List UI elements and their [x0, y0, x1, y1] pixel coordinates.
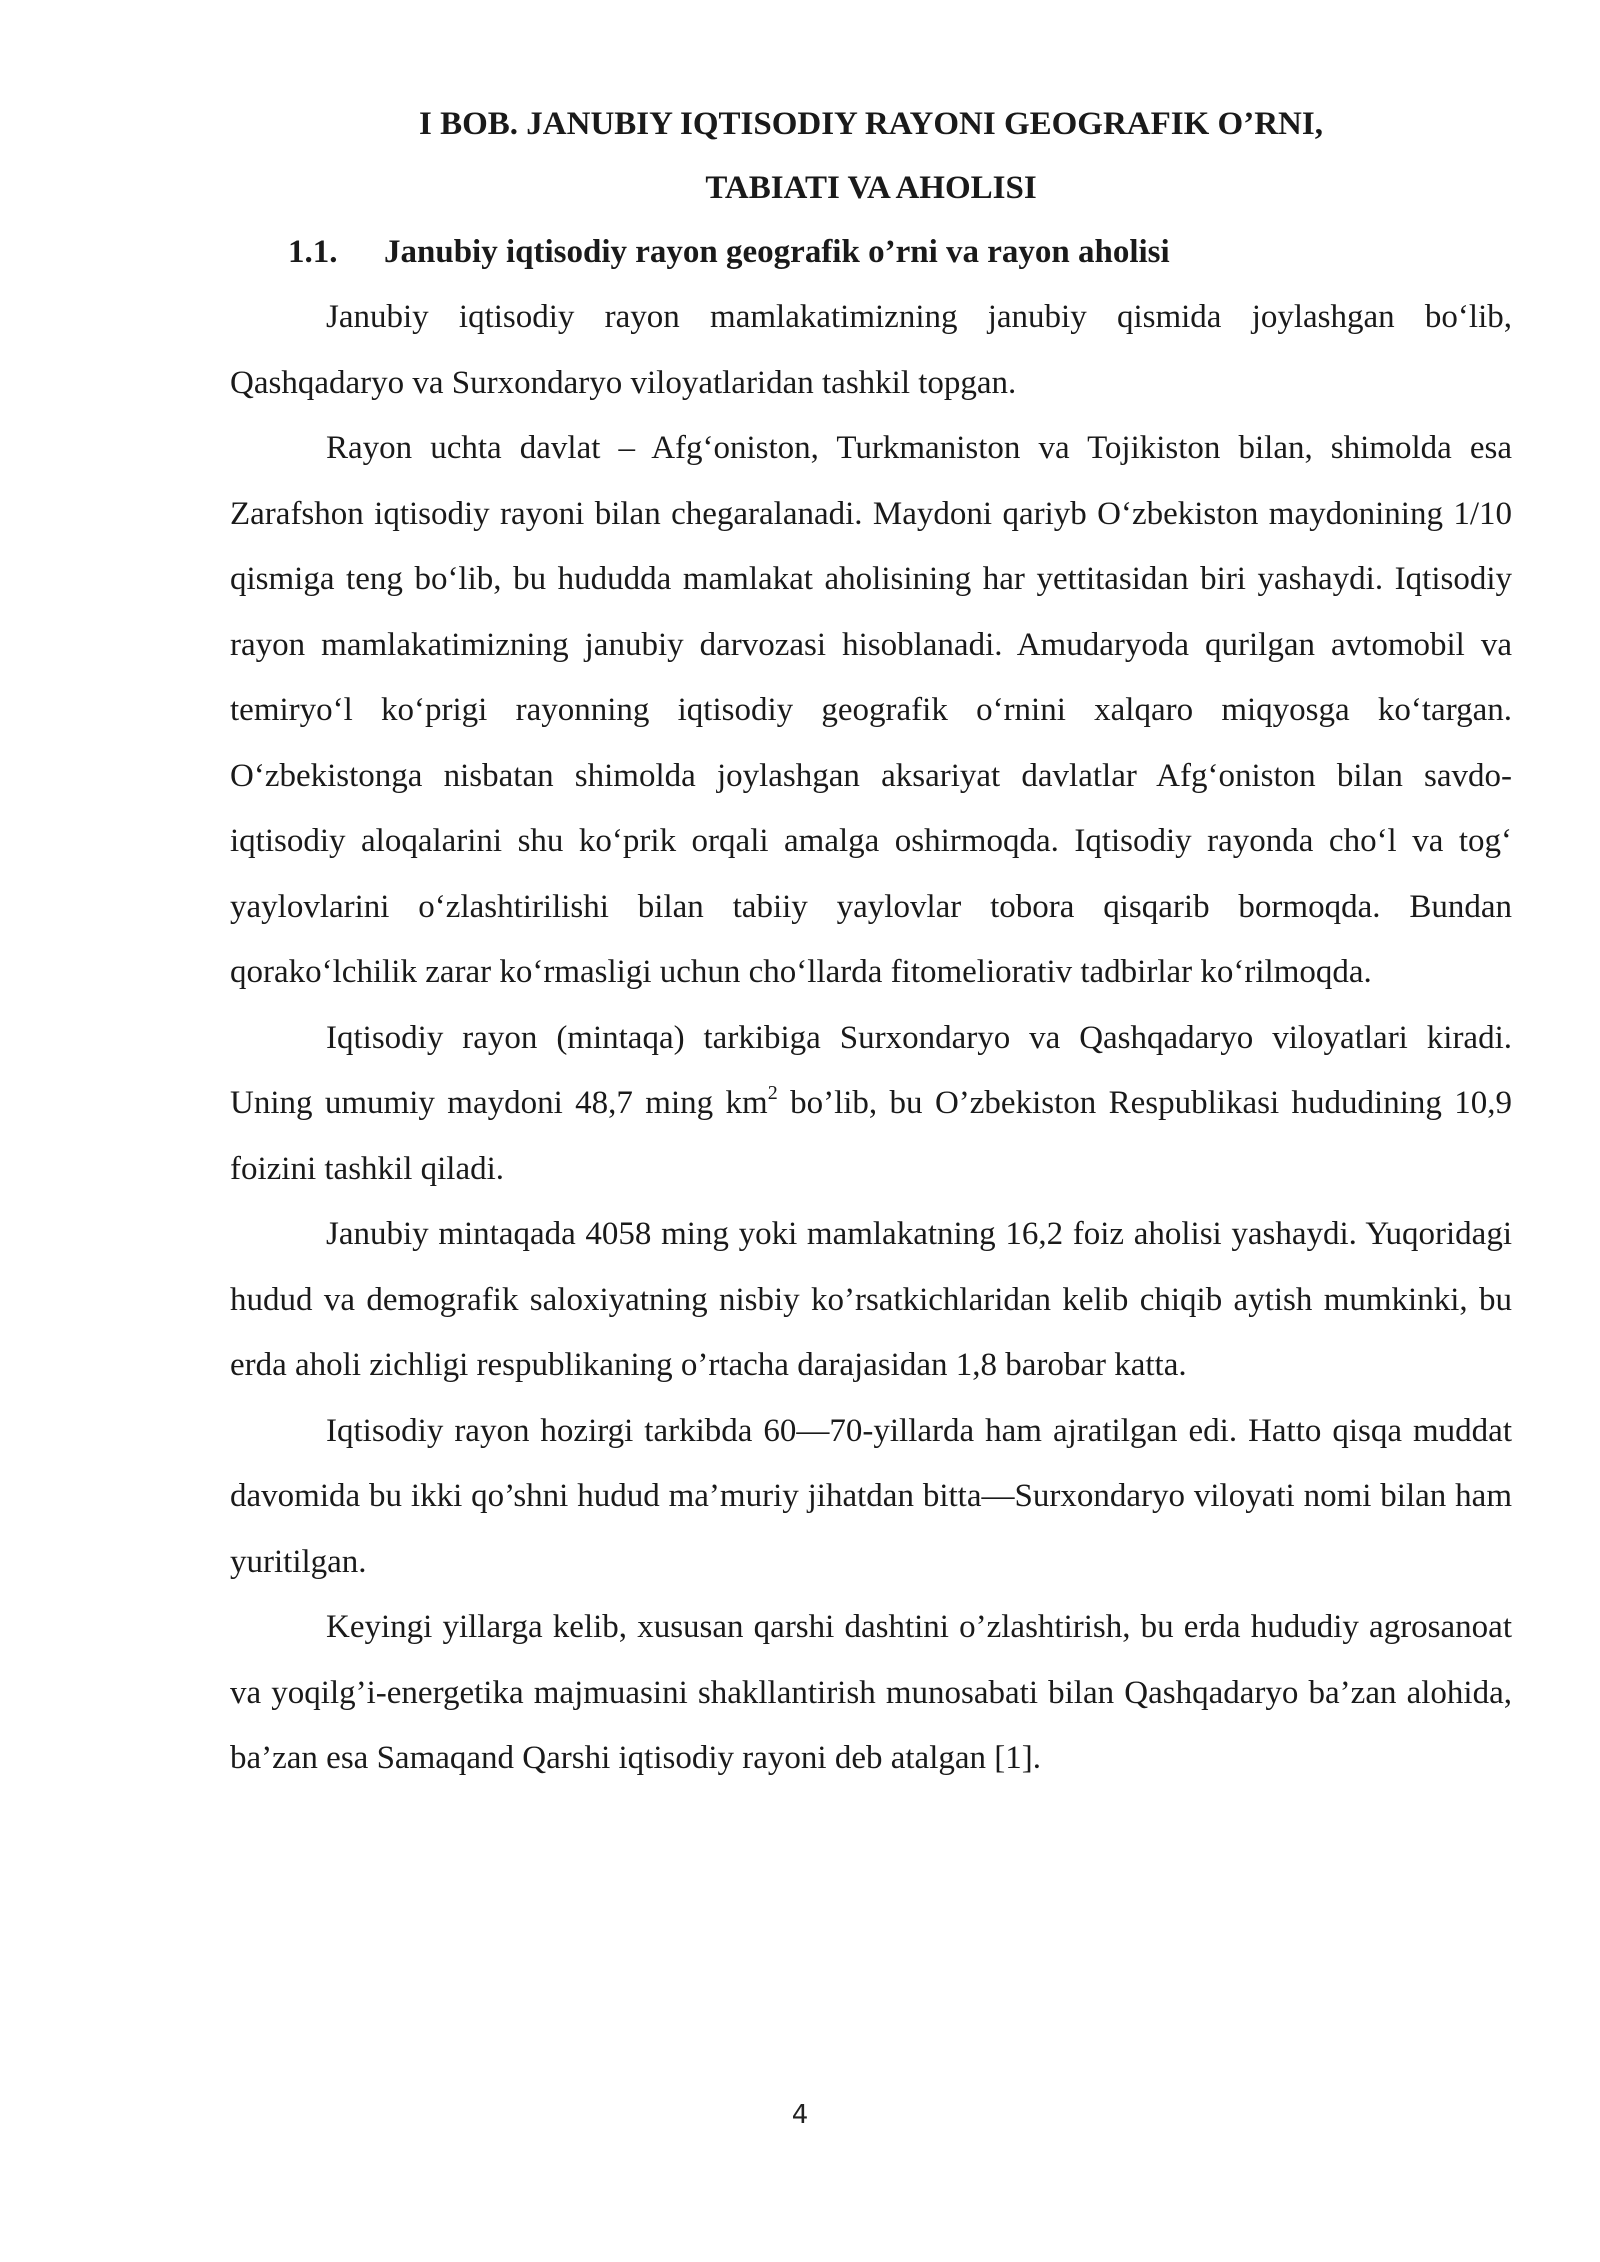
paragraph-6: Keyingi yillarga kelib, xususan qarshi dashtini o’zlashtirish, bu erda hududiy agrosanoat va yoqilg’i-energetika majmuasini shakllantirish munosabati bilan Qashqadaryo ba’zan alohida, ba’zan esa Samaqand Qarshi iqtisodiy rayoni deb atalgan [1]. — [230, 1609, 1512, 1776]
section-heading — [230, 220, 1512, 285]
paragraph-2: Rayon uchta davlat – Afg‘oniston, Turkmaniston va Tojikiston bilan, shimolda esa Zarafshon iqtisodiy rayoni bilan chegaralanadi. Maydoni qariyb O‘zbekiston maydonining 1/10 qismiga teng bo‘lib, bu hududda mamlakat aholisining har yettitasidan biri yashaydi. Iqtisodiy rayon mamlakatimizning janubiy darvozasi hisoblanadi. Amudaryoda qurilgan avtomobil va temiryo‘l ko‘prigi rayonning iqtisodiy geografik o‘rnini xalqaro miqyosga ko‘targan. O‘zbekistonga nisbatan shimolda joylashgan aksariyat davlatlar Afg‘oniston bilan savdo-iqtisodiy aloqalarini shu ko‘prik orqali amalga oshirmoqda. Iqtisodiy rayonda cho‘l va tog‘ yaylovlarini o‘zlashtirilishi bilan tabiiy yaylovlar tobora qisqarib bormoqda. Bundan qorako‘lchilik zarar ko‘rmasligi uchun cho‘llarda fitomeliorativ tadbirlar ko‘rilmoqda. — [230, 430, 1512, 990]
page-number: 4 — [791, 2100, 809, 2130]
superscript-2: 2 — [767, 1082, 778, 1104]
paragraph-5: Iqtisodiy rayon hozirgi tarkibda 60—70-yillarda ham ajratilgan edi. Hatto qisqa muddat davomida bu ikki qo’shni hudud ma’muriy jihatdan bitta—Surxondaryo viloyati nomi bilan ham yuritilgan. — [230, 1412, 1512, 1580]
paragraph-3-text-start: Iqtisodiy rayon (mintaqa) tarkibiga Surxondaryo va Qashqadaryo viloyatlari kiradi. Uning umumiy maydoni 48,7 ming km — [230, 1019, 1512, 1121]
chapter-title-line-1: I BOB. JANUBIY IQTISODIY RAYONI GEOGRAFIK O’RNI, — [419, 106, 1323, 142]
paragraph-3-text-end: bo’lib, bu O’zbekiston Respublikasi hududining 10,9 foizini tashkil qiladi. — [230, 1085, 1512, 1187]
paragraph-4: Janubiy mintaqada 4058 ming yoki mamlakatning 16,2 foiz aholisi yashaydi. Yuqoridagi hudud va demografik saloxiyatning nisbiy ko’rsatkichlaridan kelib chiqib aytish mumkinki, bu erda aholi zichligi respublikaning o’rtacha darajasidan 1,8 barobar katta. — [230, 1216, 1512, 1383]
paragraph-3 — [230, 1006, 1512, 1203]
paragraph-1: Janubiy iqtisodiy rayon mamlakatimizning janubiy qismida joylashgan bo‘lib, Qashqadaryo va Surxondaryo viloyatlaridan tashkil topgan. — [230, 299, 1512, 401]
document-page — [230, 92, 1512, 1792]
section-title: Janubiy iqtisodiy rayon geografik o’rni va rayon aholisi — [384, 234, 1170, 270]
chapter-title-line-2: TABIATI VA AHOLISI — [705, 170, 1037, 206]
section-number: 1.1. — [288, 234, 338, 270]
